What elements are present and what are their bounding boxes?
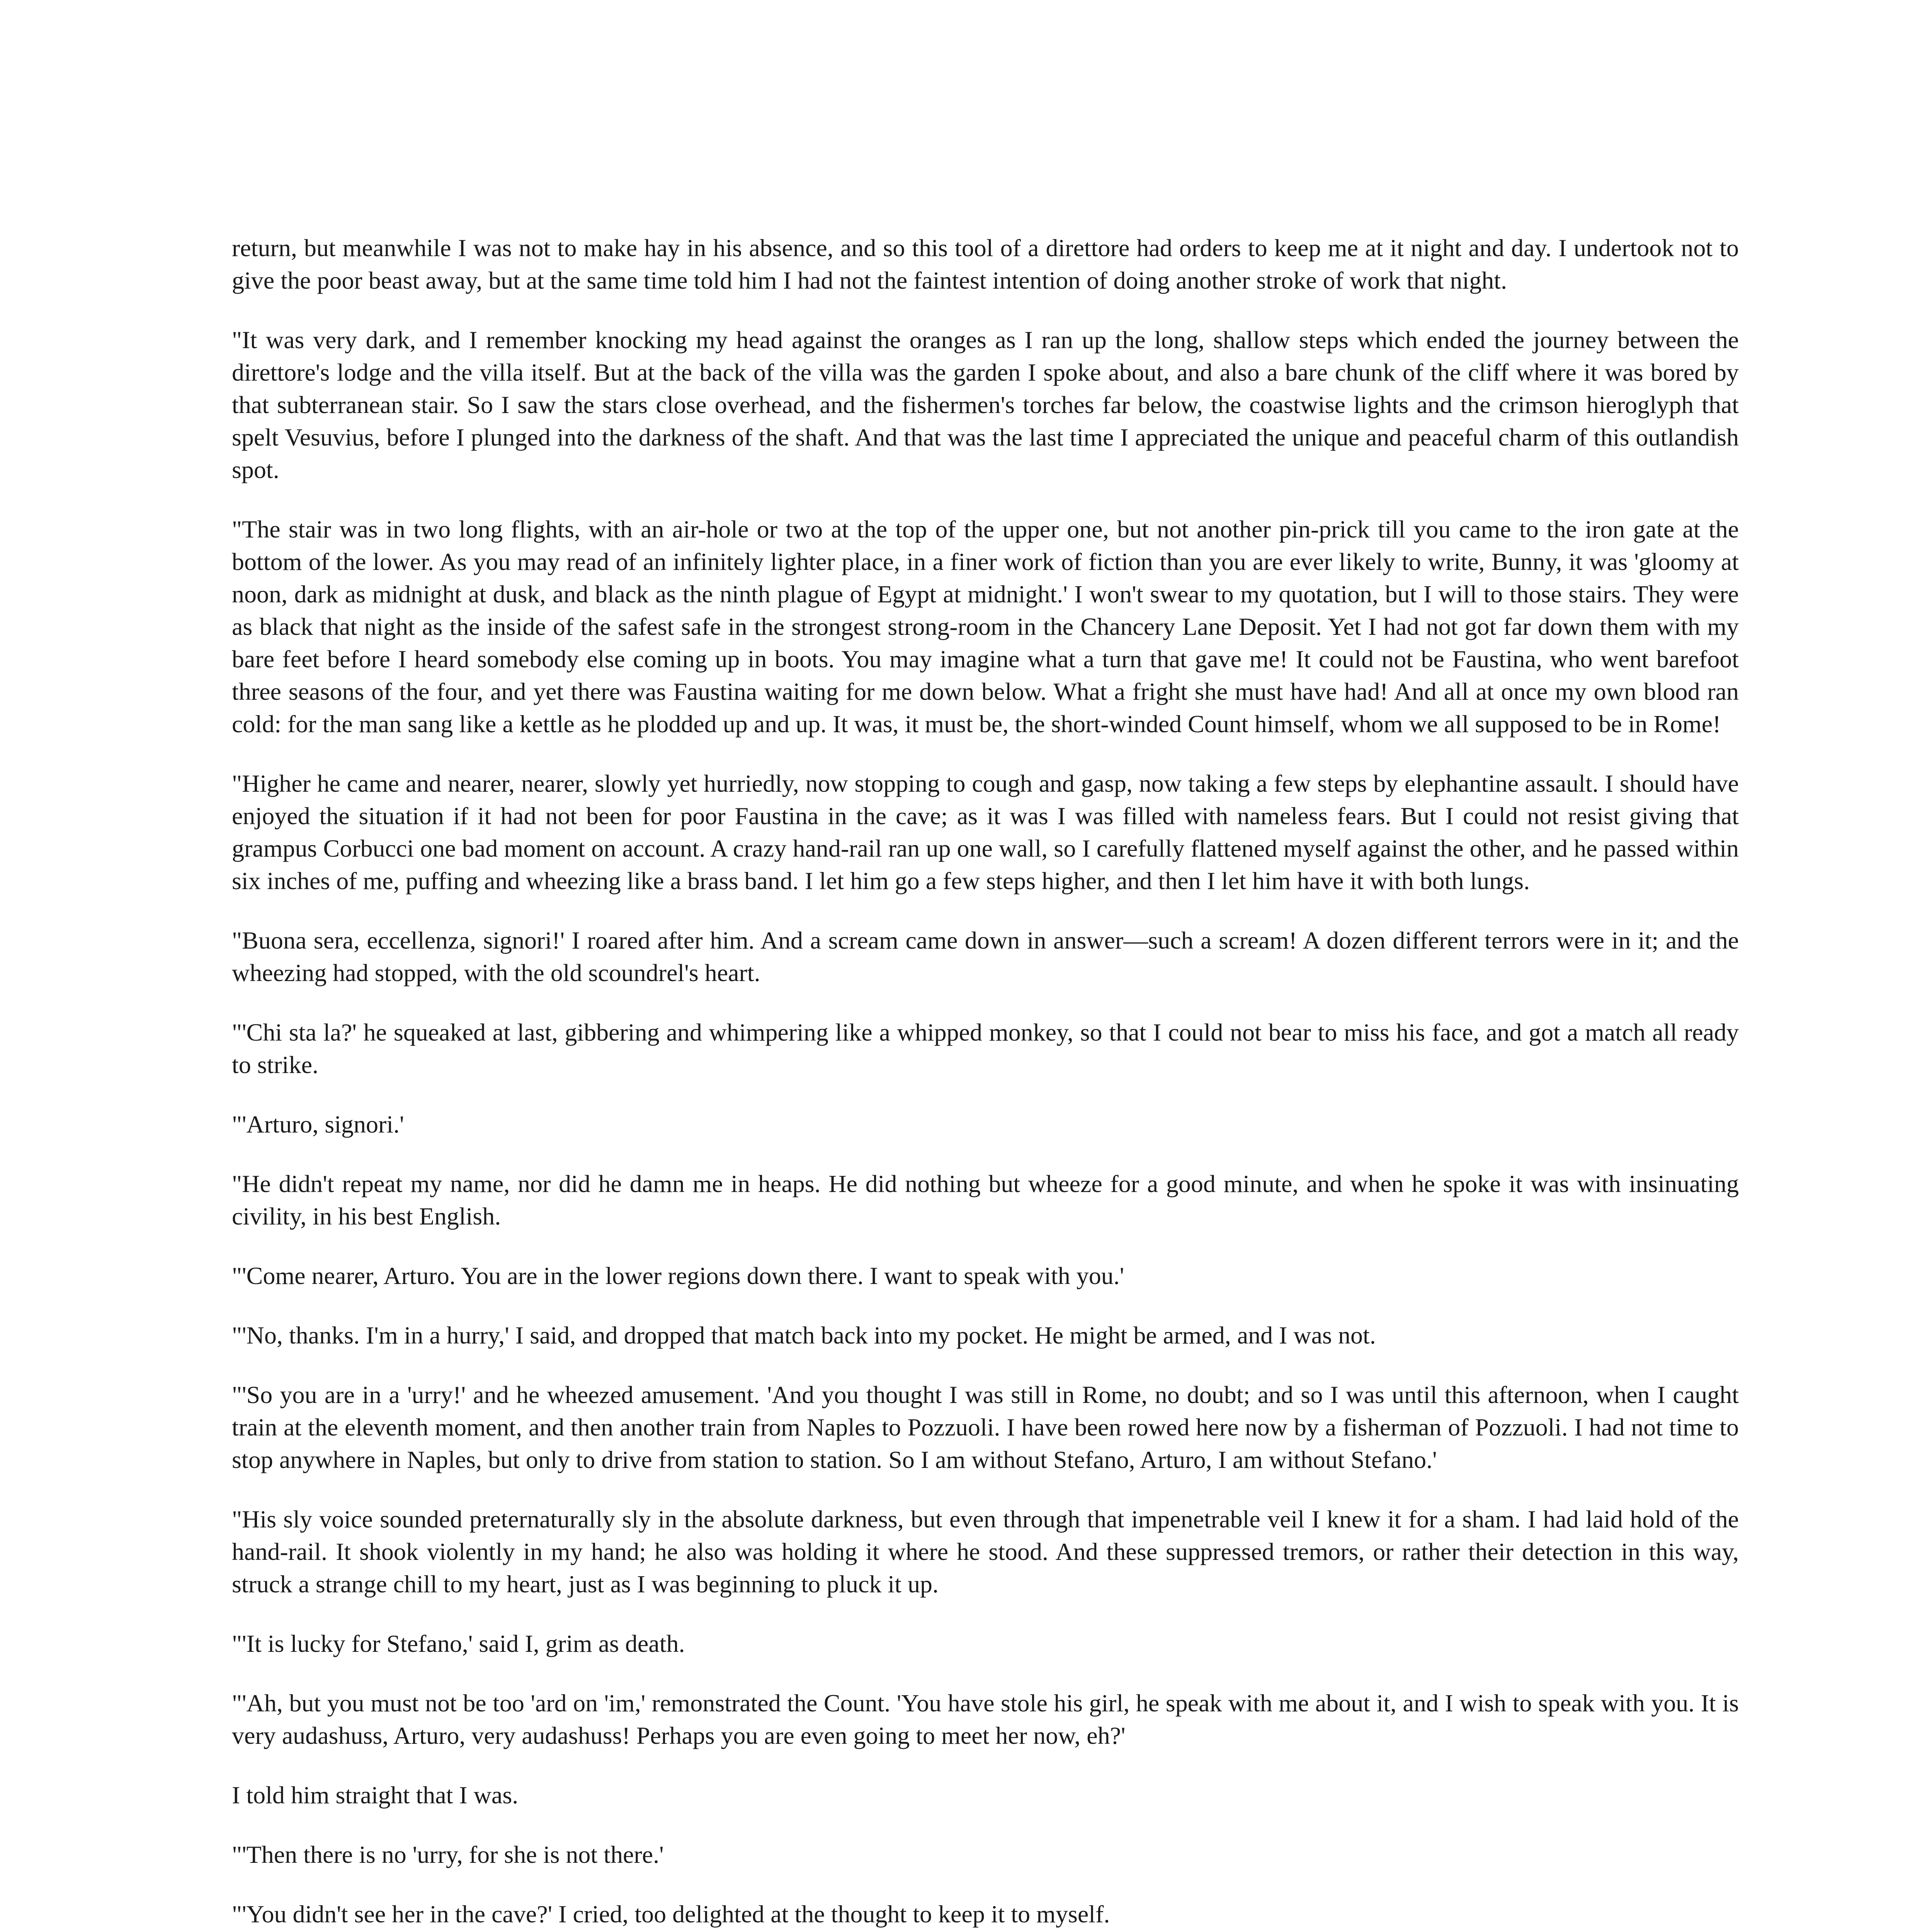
paragraph: "He didn't repeat my name, nor did he damn me in heaps. He did nothing but wheeze for a good minute, and when he spoke it was with insinuating civility, in his best English. [232,1170,1739,1230]
paragraph: "'Then there is no 'urry, for she is not there.' [232,1841,664,1868]
paragraph: "Buona sera, eccellenza, signori!' I roared after him. And a scream came down in answer—such a scream! A dozen different terrors were in it; and the wheezing had stopped, with the old scoundrel's heart. [232,927,1739,986]
paragraph: "'You didn't see her in the cave?' I cried, too delighted at the thought to keep it to myself. [232,1900,1110,1928]
paragraph: "'It is lucky for Stefano,' said I, grim as death. [232,1630,685,1657]
paragraph: return, but meanwhile I was not to make hay in his absence, and so this tool of a direttore had orders to keep me at it night and day. I undertook not to give the poor beast away, but at the same time told him I had not the faintest intention of doing another stroke of work that night. [232,234,1739,294]
paragraph: "'Come nearer, Arturo. You are in the lower regions down there. I want to speak with you.' [232,1262,1124,1289]
paragraph: "The stair was in two long flights, with an air-hole or two at the top of the upper one, but not another pin-prick till you came to the iron gate at the bottom of the lower. As you may read of an infinitely lighter place, in a finer work of fiction than you are ever likely to write, Bunny, it was 'gloomy at noon, dark as midnight at dusk, and black as the ninth plague of Egypt at midnight.' I won't swear to my quotation, but I will to those stairs. They were as black that night as the inside of the safest safe in the strongest strong-room in the Chancery Lane Deposit. Yet I had not got far down them with my bare feet before I heard somebody else coming up in boots. You may imagine what a turn that gave me! It could not be Faustina, who went barefoot three seasons of the four, and yet there was Faustina waiting for me down below. What a fright she must have had! And all at once my own blood ran cold: for the man sang like a kettle as he plodded up and up. It was, it must be, the short-winded Count himself, whom we all supposed to be in Rome! [232,515,1739,738]
paragraph: "'So you are in a 'urry!' and he wheezed amusement. 'And you thought I was still in Rome, no doubt; and so I was until this afternoon, when I caught train at the eleventh moment, and then another train from Naples to Pozzuoli. I have been rowed here now by a fisherman of Pozzuoli. I had not time to stop anywhere in Naples, but only to drive from station to station. So I am without Stefano, Arturo, I am without Stefano.' [232,1381,1739,1473]
paragraph: "'Chi sta la?' he squeaked at last, gibbering and whimpering like a whipped monkey, so that I could not bear to miss his face, and got a match all ready to strike. [232,1019,1739,1078]
document-page [232,232,1739,1932]
paragraph: "'No, thanks. I'm in a hurry,' I said, and dropped that match back into my pocket. He might be armed, and I was not. [232,1321,1376,1349]
paragraph: "'Ah, but you must not be too 'ard on 'im,' remonstrated the Count. 'You have stole his girl, he speak with me about it, and I wish to speak with you. It is very audashuss, Arturo, very audashuss! Perhaps you are even going to meet her now, eh?' [232,1689,1739,1749]
paragraph: I told him straight that I was. [232,1781,519,1809]
paragraph: "It was very dark, and I remember knocking my head against the oranges as I ran up the long, shallow steps which ended the journey between the direttore's lodge and the villa itself. But at the back of the villa was the garden I spoke about, and also a bare chunk of the cliff where it was bored by that subterranean stair. So I saw the stars close overhead, and the fishermen's torches far below, the coastwise lights and the crimson hieroglyph that spelt Vesuvius, before I plunged into the darkness of the shaft. And that was the last time I appreciated the unique and peaceful charm of this outlandish spot. [232,326,1739,483]
paragraph: "'Arturo, signori.' [232,1111,404,1138]
paragraph: "His sly voice sounded preternaturally sly in the absolute darkness, but even through that impenetrable veil I knew it for a sham. I had laid hold of the hand-rail. It shook violently in my hand; he also was holding it where he stood. And these suppressed tremors, or rather their detection in this way, struck a strange chill to my heart, just as I was beginning to pluck it up. [232,1505,1739,1598]
paragraph: "Higher he came and nearer, nearer, slowly yet hurriedly, now stopping to cough and gasp, now taking a few steps by elephantine assault. I should have enjoyed the situation if it had not been for poor Faustina in the cave; as it was I was filled with nameless fears. But I could not resist giving that grampus Corbucci one bad moment on account. A crazy hand-rail ran up one wall, so I carefully flattened myself against the other, and he passed within six inches of me, puffing and wheezing like a brass band. I let him go a few steps higher, and then I let him have it with both lungs. [232,770,1739,895]
